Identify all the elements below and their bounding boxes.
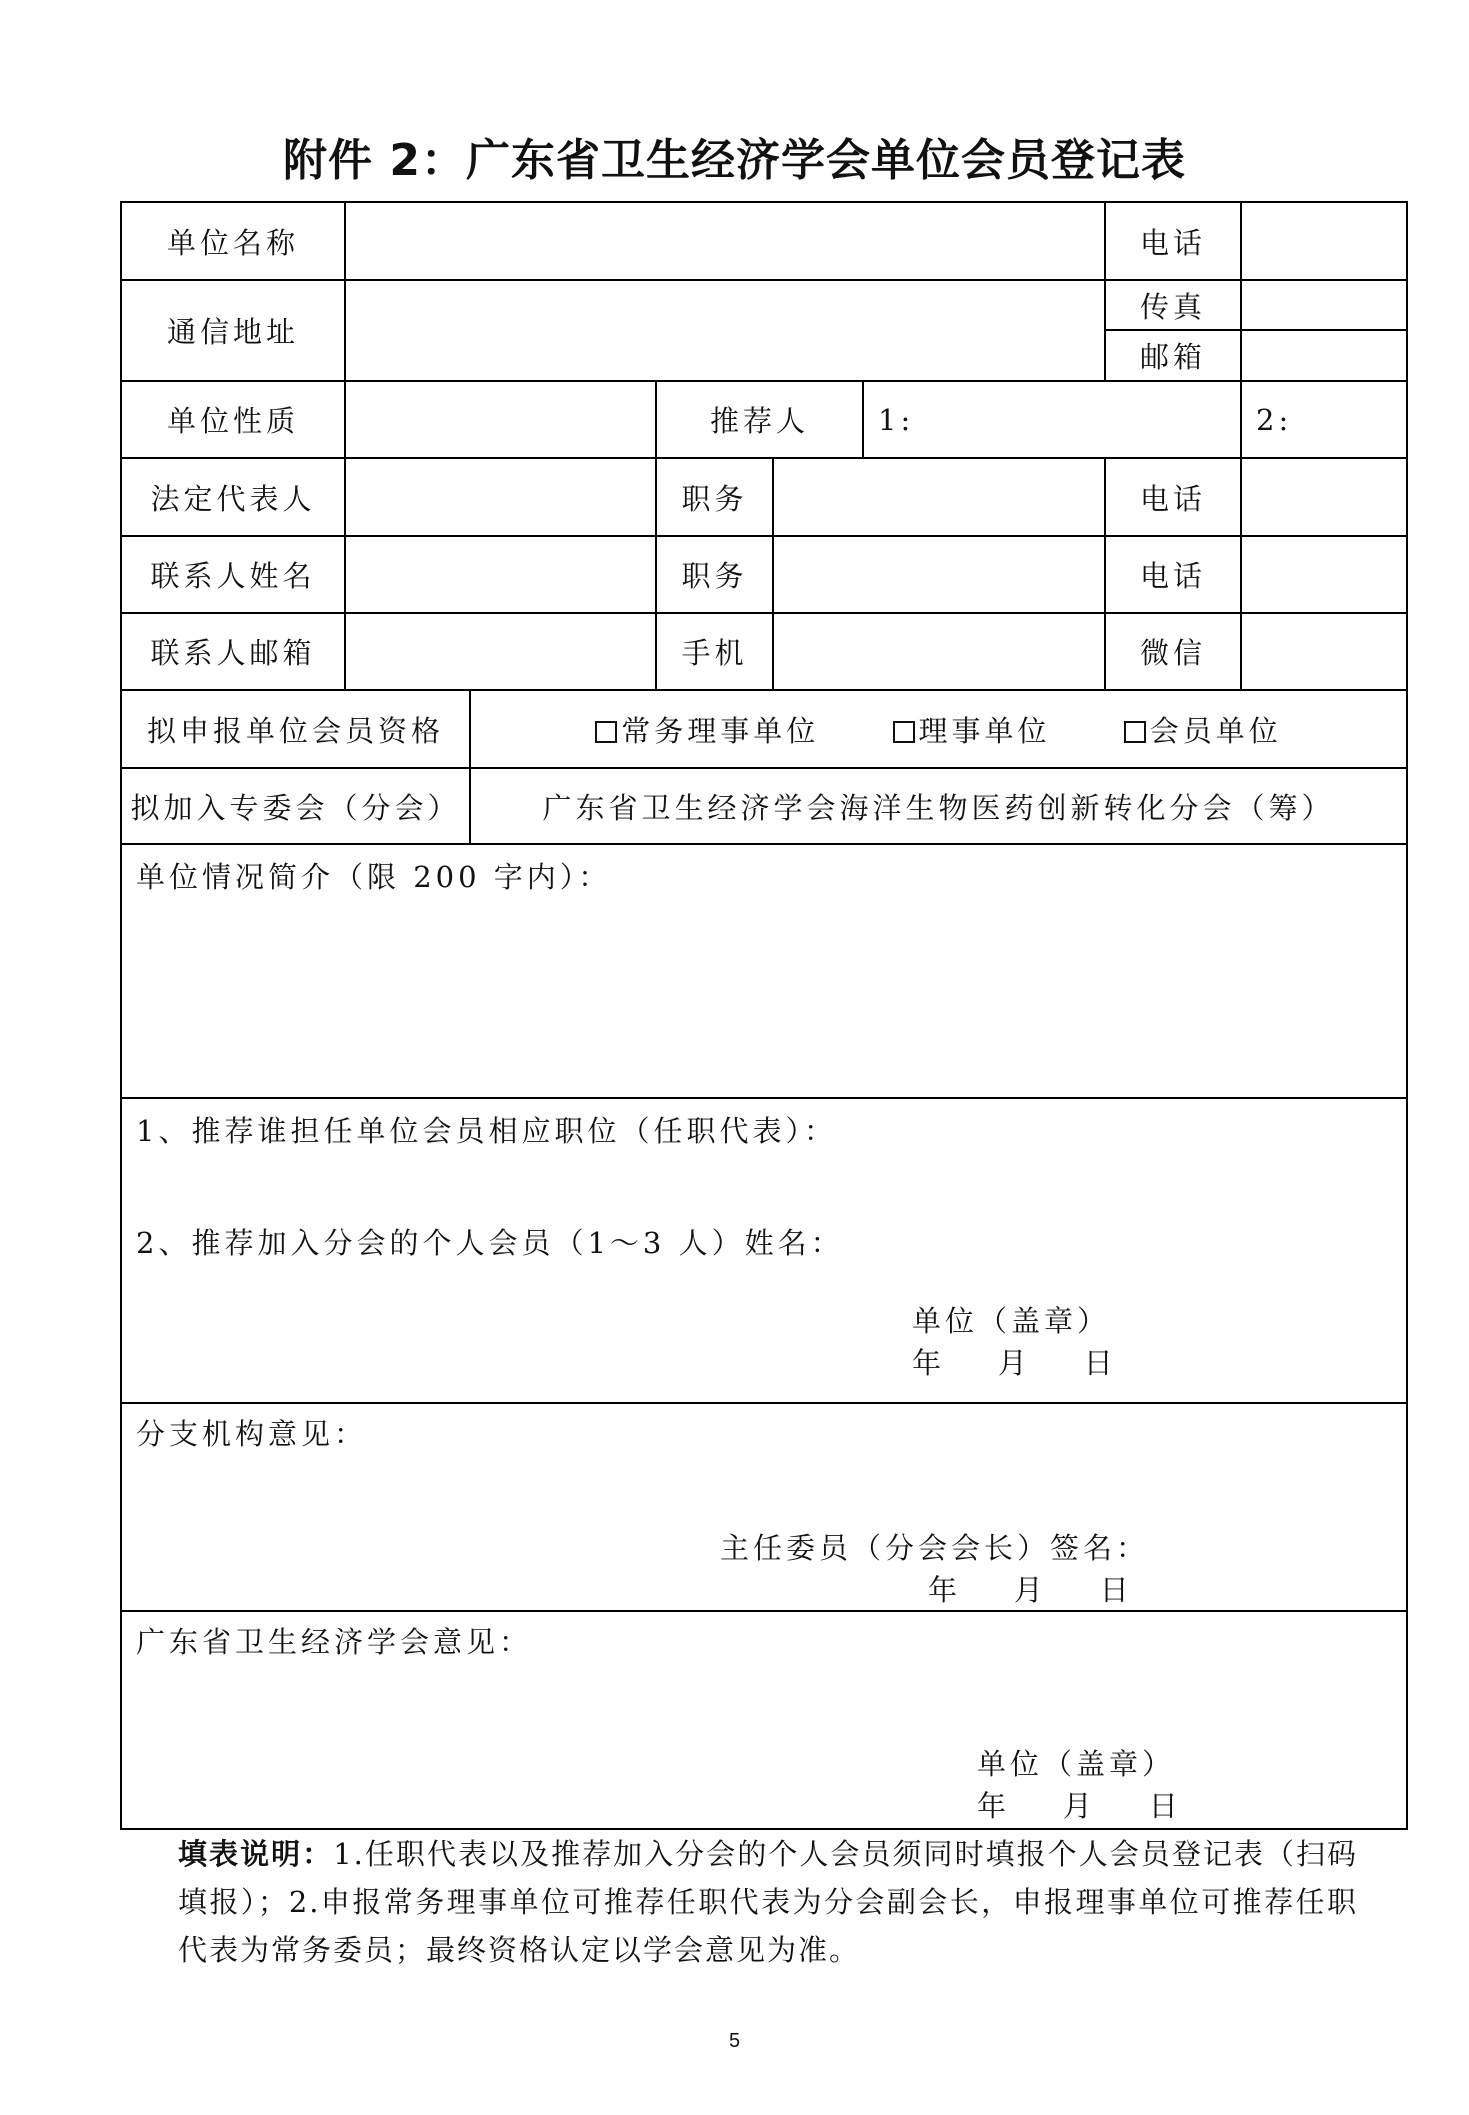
society-opinion-label: 广东省卫生经济学会意见： [136, 1625, 533, 1659]
qualification-options [470, 690, 1407, 768]
fill-instructions-text: 1.任职代表以及推荐加入分会的个人会员须同时填报个人会员登记表（扫码填报）；2.申报常务理事单位可推荐任职代表为分会副会长，申报理事单位可推荐任职代表为常务委员；最终资格认定以学会意见为准。 [178, 1837, 1358, 1967]
page-number: 5 [728, 2030, 741, 2052]
field-legal-rep-phone[interactable] [1241, 458, 1407, 536]
section-society-opinion[interactable] [121, 1611, 1407, 1829]
label-legal-rep-position: 职务 [656, 458, 773, 536]
label-mobile: 手机 [656, 613, 773, 690]
label-phone: 电话 [1105, 202, 1241, 280]
label-contact-position: 职务 [656, 536, 773, 613]
label-address: 通信地址 [121, 280, 345, 381]
seal-1-label: 单位（盖章） [912, 1304, 1111, 1338]
checkbox-member[interactable] [1124, 721, 1146, 743]
label-unit-name: 单位名称 [121, 202, 345, 280]
section-branch-opinion[interactable] [121, 1403, 1407, 1611]
field-contact-name[interactable] [345, 536, 656, 613]
option-member-label: 会员单位 [1149, 713, 1282, 748]
field-legal-rep[interactable] [345, 458, 656, 536]
label-wechat: 微信 [1105, 613, 1241, 690]
label-contact-name: 联系人姓名 [121, 536, 345, 613]
fill-instructions [178, 1830, 1358, 1974]
field-recommender-2[interactable]: 2: [1241, 381, 1407, 458]
section-recommendations[interactable] [121, 1098, 1407, 1403]
field-wechat[interactable] [1241, 613, 1407, 690]
field-contact-email[interactable] [345, 613, 656, 690]
option-standing-council[interactable] [595, 714, 819, 748]
field-unit-name[interactable] [345, 202, 1105, 280]
field-unit-nature[interactable] [345, 381, 656, 458]
branch-sign-label: 主任委员（分会会长）签名： [720, 1531, 1150, 1565]
date-1-label: 年 月 日 [912, 1346, 1117, 1380]
branch-opinion-label: 分支机构意见： [136, 1417, 368, 1451]
label-committee: 拟加入专委会（分会） [121, 768, 470, 844]
label-contact-email: 联系人邮箱 [121, 613, 345, 690]
field-phone[interactable] [1241, 202, 1407, 280]
registration-form [120, 201, 1408, 1830]
field-email[interactable] [1241, 330, 1407, 381]
label-unit-nature: 单位性质 [121, 381, 345, 458]
section-intro-label: 单位情况简介（限 200 字内）： [136, 860, 612, 894]
field-contact-phone[interactable] [1241, 536, 1407, 613]
rec-1-label: 1、推荐谁担任单位会员相应职位（任职代表）： [136, 1114, 837, 1148]
option-member[interactable] [1124, 714, 1282, 748]
fill-instructions-label: 填表说明： [178, 1837, 334, 1871]
checkbox-standing-council[interactable] [595, 721, 617, 743]
date-3-label: 年 月 日 [977, 1789, 1182, 1823]
label-legal-rep: 法定代表人 [121, 458, 345, 536]
rec-2-label: 2、推荐加入分会的个人会员（1～3 人）姓名： [136, 1226, 844, 1260]
field-mobile[interactable] [773, 613, 1105, 690]
seal-3-label: 单位（盖章） [977, 1747, 1176, 1781]
field-contact-position[interactable] [773, 536, 1105, 613]
field-address[interactable] [345, 280, 1105, 381]
option-standing-council-label: 常务理事单位 [621, 713, 820, 748]
field-recommender-1[interactable]: 1: [863, 381, 1241, 458]
option-council-label: 理事单位 [918, 713, 1051, 748]
label-legal-rep-phone: 电话 [1105, 458, 1241, 536]
field-fax[interactable] [1241, 280, 1407, 330]
page-title: 附件 2：广东省卫生经济学会单位会员登记表 [283, 135, 1186, 186]
label-contact-phone: 电话 [1105, 536, 1241, 613]
label-recommender: 推荐人 [656, 381, 863, 458]
section-intro[interactable] [121, 844, 1407, 1098]
label-fax: 传真 [1105, 280, 1241, 330]
label-email: 邮箱 [1105, 330, 1241, 381]
option-council[interactable] [893, 714, 1051, 748]
field-committee: 广东省卫生经济学会海洋生物医药创新转化分会（筹） [470, 768, 1407, 844]
date-2-label: 年 月 日 [928, 1573, 1133, 1607]
label-qualification: 拟申报单位会员资格 [121, 690, 470, 768]
checkbox-council[interactable] [893, 721, 915, 743]
field-legal-rep-position[interactable] [773, 458, 1105, 536]
